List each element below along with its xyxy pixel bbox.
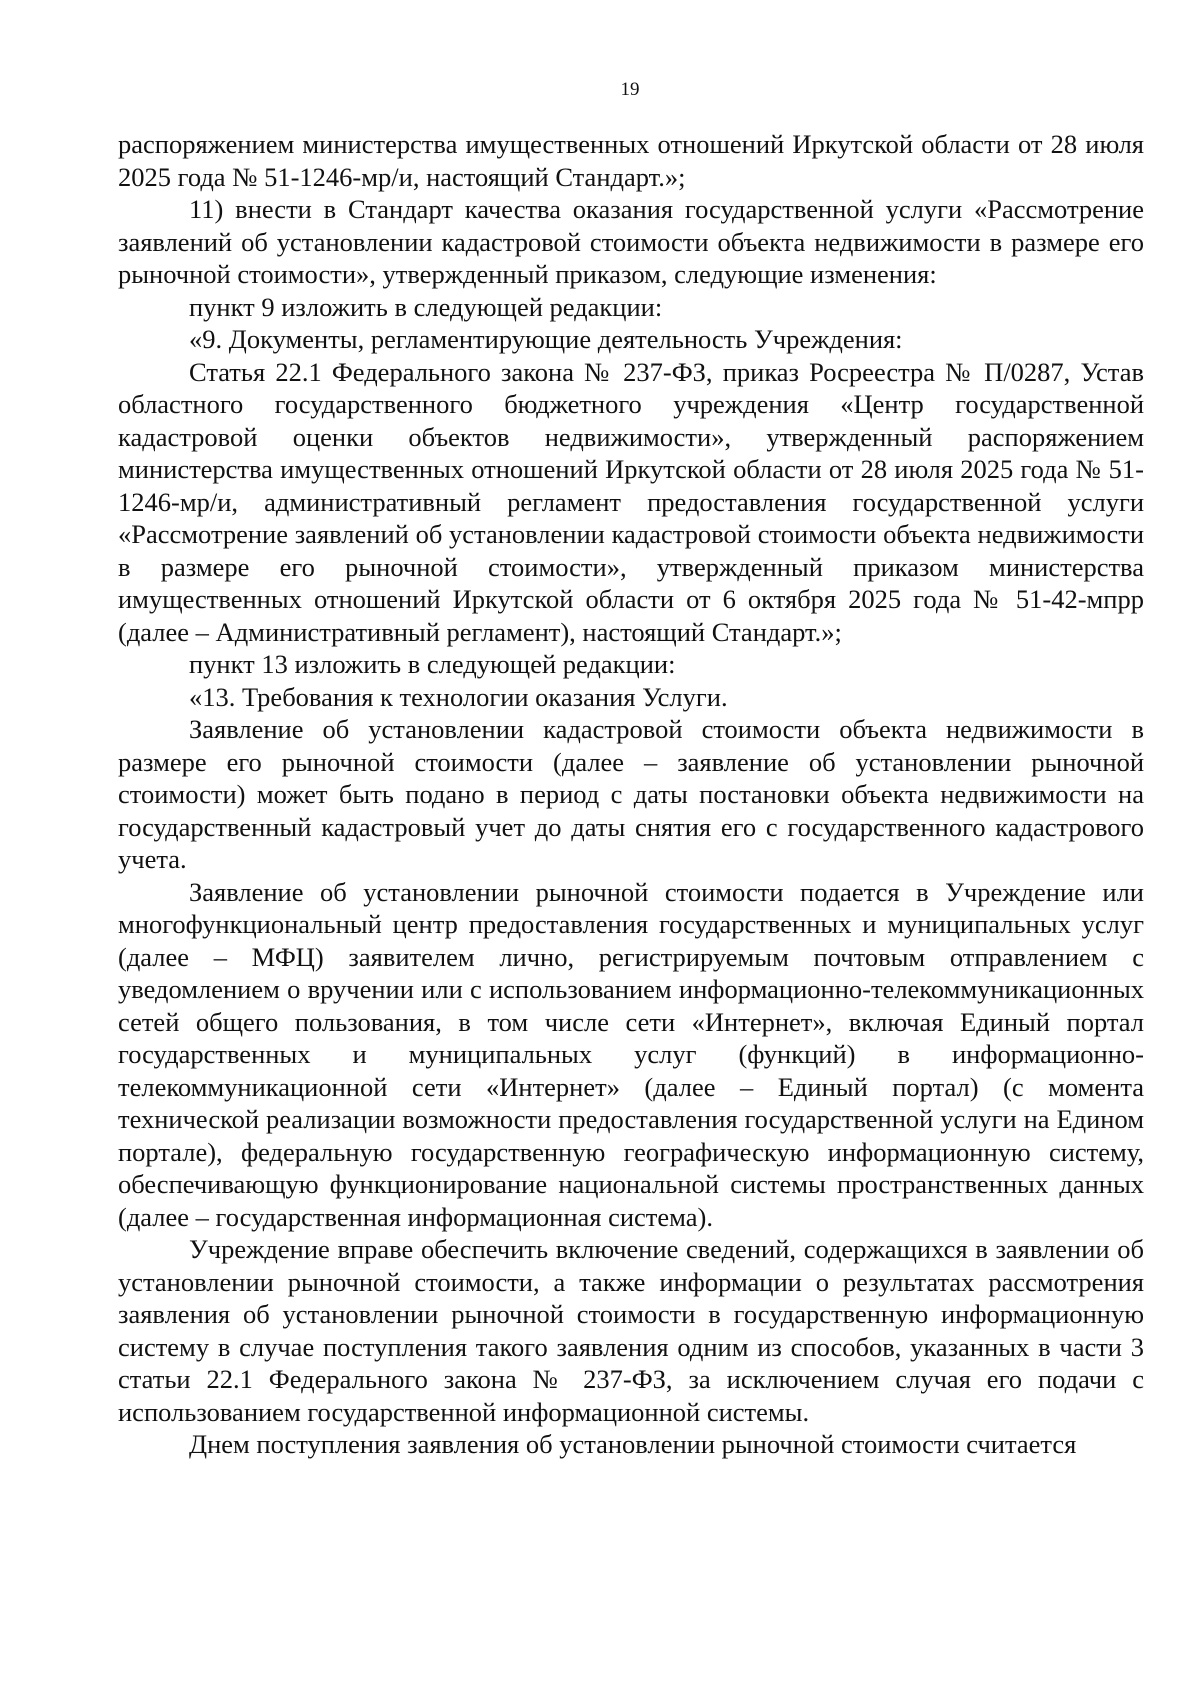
paragraph: Учреждение вправе обеспечить включение сведений, содержащихся в заявлении об установлении рыночной стоимости, а также информации о результатах рассмотрения заявления об установлении рыночной стоимости в государственную информационную систему в случае поступления такого заявления одним из способов, указанных в части 3 статьи 22.1 Федерального закона № 237-ФЗ, за исключением случая его подачи с использованием государственной информационной системы. [118, 1234, 1144, 1427]
page-number: 19 [620, 79, 640, 100]
paragraph: «9. Документы, регламентирующие деятельность Учреждения: [189, 324, 903, 354]
paragraph: 11) внести в Стандарт качества оказания государственной услуги «Рассмотрение заявлений об установлении кадастровой стоимости объекта недвижимости в размере его рыночной стоимости», утвержденный приказом, следующие изменения: [118, 194, 1144, 289]
paragraph: Заявление об установлении рыночной стоимости подается в Учреждение или многофункциональный центр предоставления государственных и муниципальных услуг (далее – МФЦ) заявителем лично, регистрируемым почтовым отправлением с уведомлением о вручении или с использованием информационно-телекоммуникационных сетей общего пользования, в том числе сети «Интернет», включая Единый портал государственных и муниципальных услуг (функций) в информационно-телекоммуникационной сети «Интернет» (далее – Единый портал) (с момента технической реализации возможности предоставления государственной услуги на Едином портале), федеральную государственную географическую информационную систему, обеспечивающую функционирование национальной системы пространственных данных (далее – государственная информационная система). [118, 876, 1144, 1232]
paragraph: пункт 9 изложить в следующей редакции: [189, 291, 663, 322]
paragraph: Заявление об установлении кадастровой стоимости объекта недвижимости в размере его рыночной стоимости (далее – заявление об установлении рыночной стоимости) может быть подано в период с даты постановки объекта недвижимости на государственный кадастровый учет до даты снятия его с государственного кадастрового учета. [118, 714, 1144, 874]
paragraph: Днем поступления заявления об установлении рыночной стоимости считается [189, 1429, 1077, 1459]
paragraph: Статья 22.1 Федерального закона № 237-ФЗ, приказ Росреестра № П/0287, Устав областного государственного бюджетного учреждения «Центр государственной кадастровой оценки объектов недвижимости», утвержденный распоряжением министерства имущественных отношений Иркутской области от 28 июля 2025 года № 51-1246-мр/и, административный регламент предоставления государственной услуги «Рассмотрение заявлений об установлении кадастровой стоимости объекта недвижимости в размере его рыночной стоимости», утвержденный приказом министерства имущественных отношений Иркутской области от 6 октября 2025 года № 51-42-мпрр (далее – Административный регламент), настоящий Стандарт.»; [118, 356, 1144, 647]
document-body [118, 128, 1144, 1461]
paragraph: пункт 13 изложить в следующей редакции: [189, 649, 676, 679]
paragraph: распоряжением министерства имущественных отношений Иркутской области от 28 июля 2025 года № 51-1246-мр/и, настоящий Стандарт.»; [118, 129, 1144, 192]
paragraph: «13. Требования к технологии оказания Услуги. [189, 681, 728, 712]
